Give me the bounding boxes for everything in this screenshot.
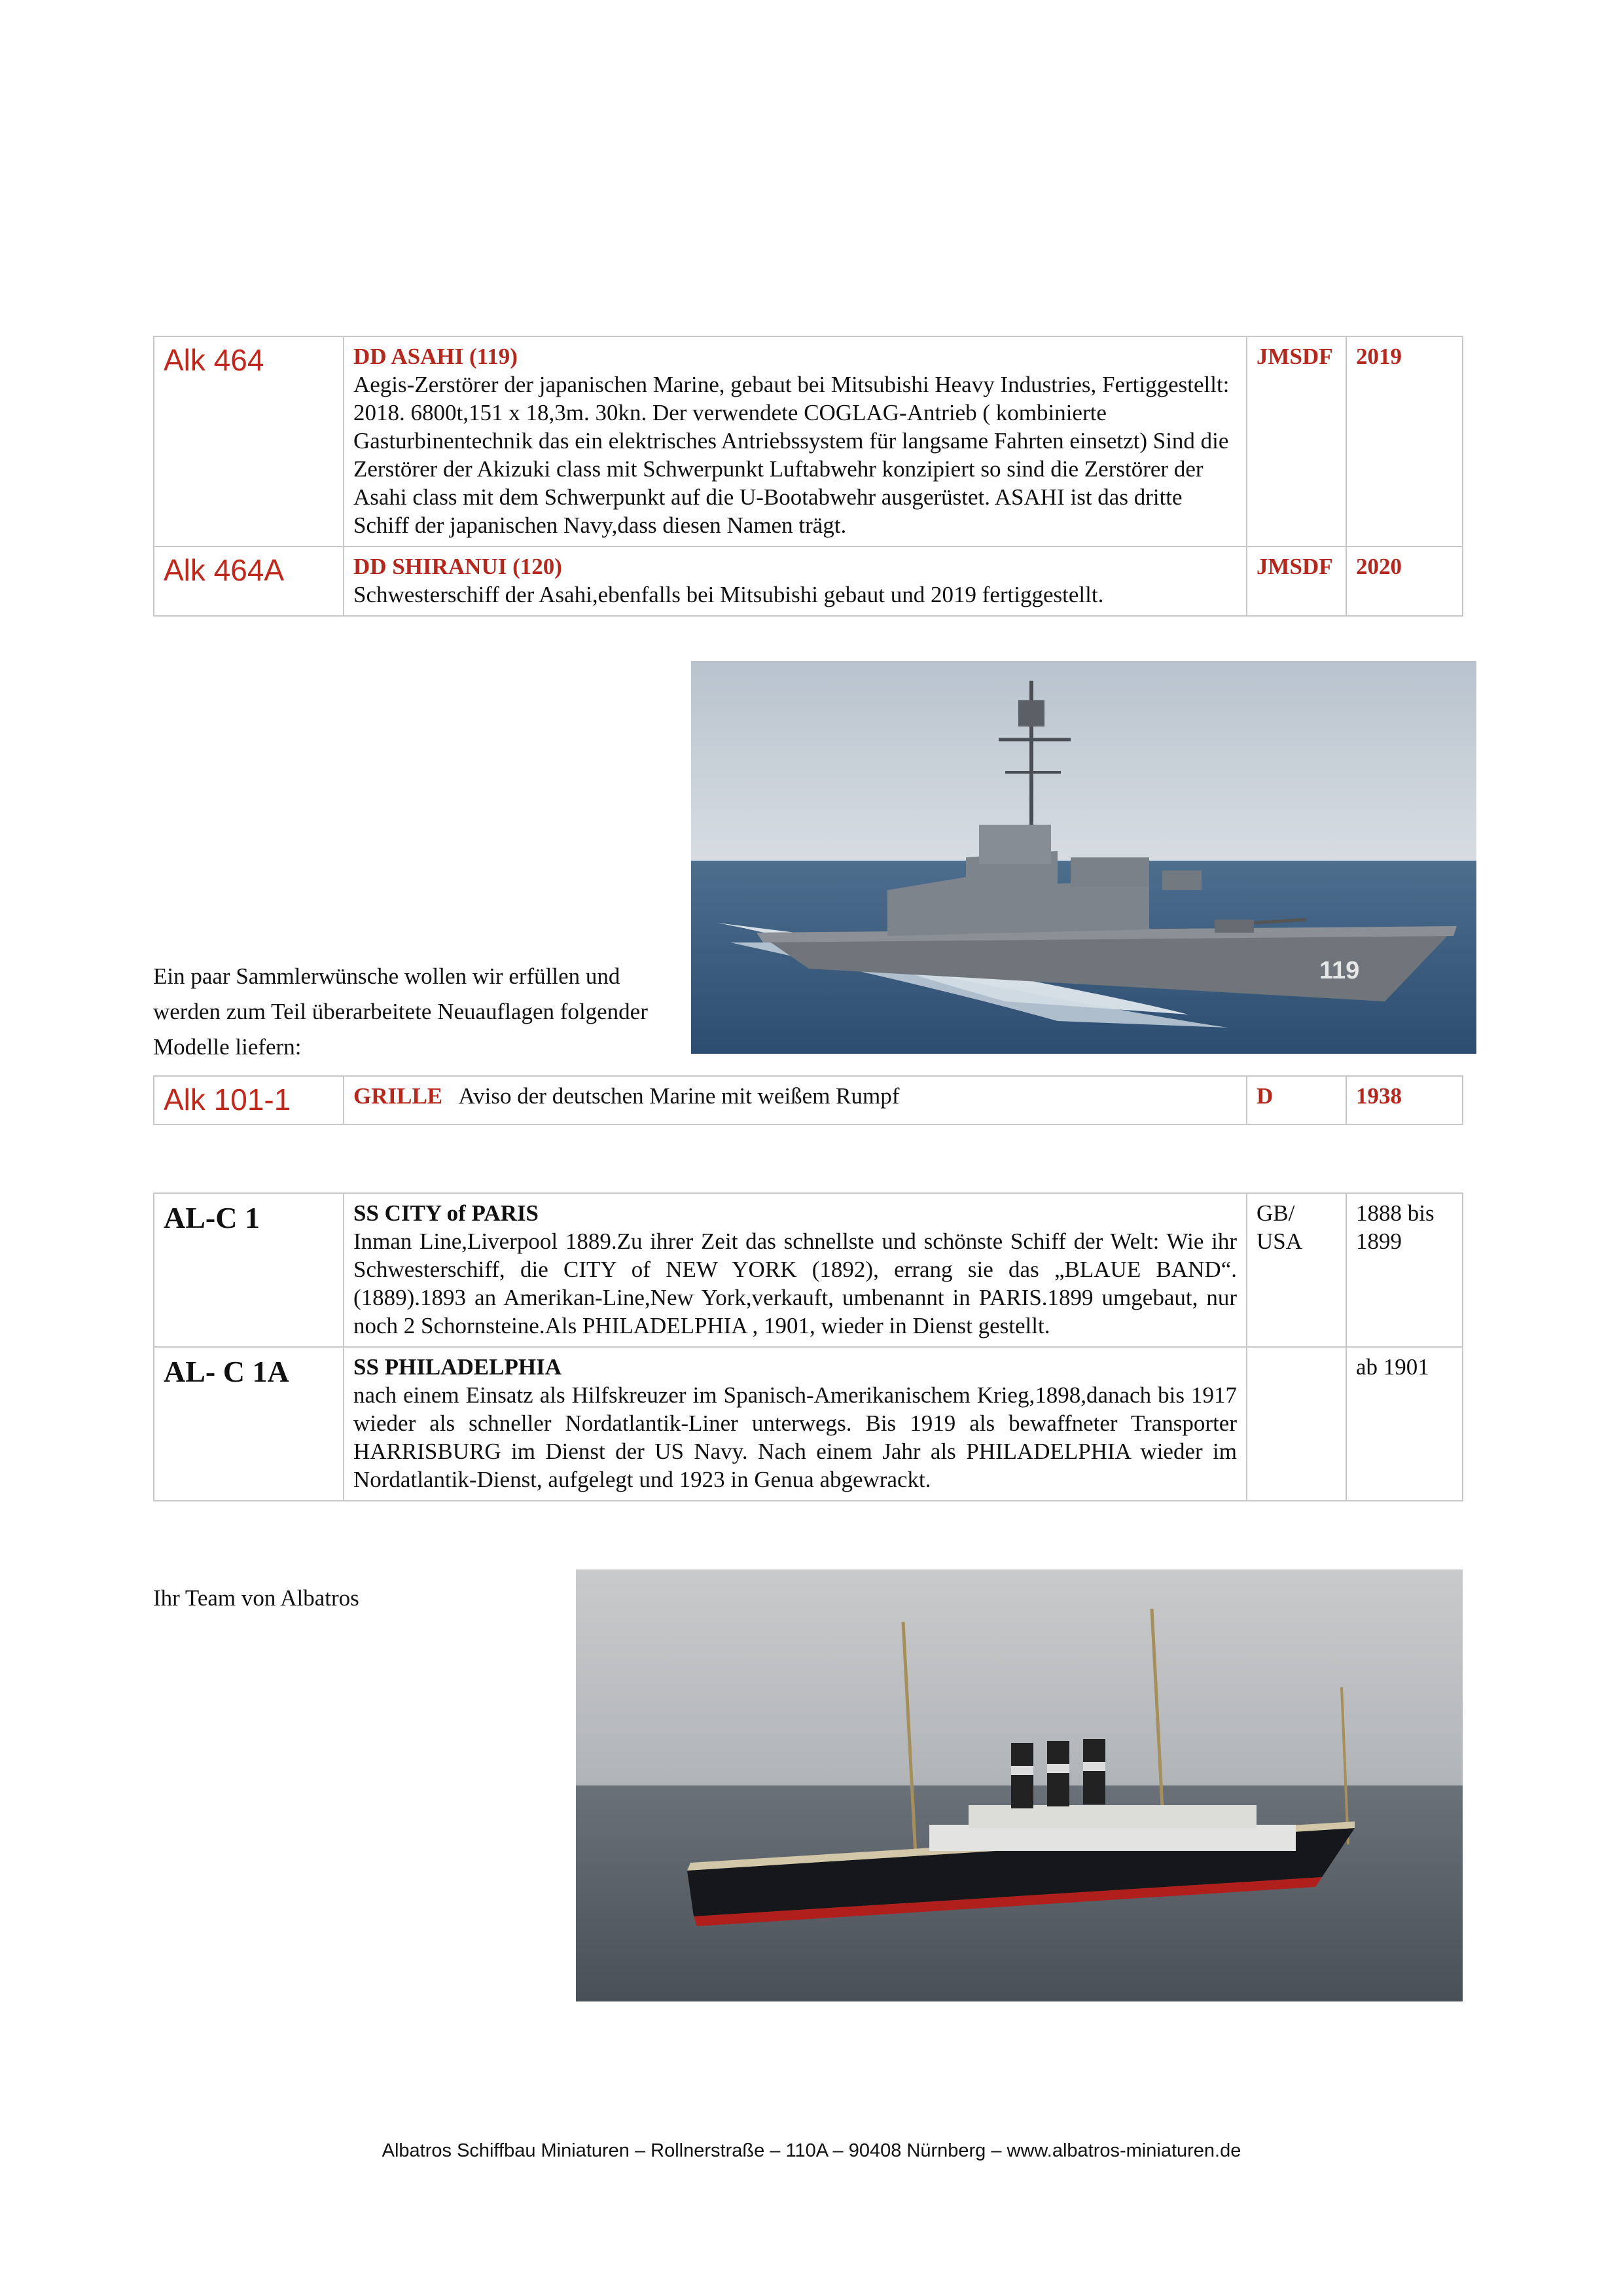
item-details xyxy=(344,336,1247,547)
item-code: Alk 101-1 xyxy=(154,1076,344,1124)
item-description: Schwesterschiff der Asahi,ebenfalls bei Mitsubishi gebaut und 2019 fertiggestellt. xyxy=(353,582,1104,607)
page-footer: Albatros Schiffbau Miniaturen – Rollnerstraße – 110A – 90408 Nürnberg – www.albatros-miniaturen.de xyxy=(382,2140,1241,2161)
item-details xyxy=(344,547,1247,616)
item-year: 2019 xyxy=(1346,336,1463,547)
catalog-table-destroyers xyxy=(153,336,1463,617)
table-row xyxy=(154,336,1463,547)
item-title: SS CITY of PARIS xyxy=(353,1200,539,1226)
item-year: 1938 xyxy=(1346,1076,1463,1124)
item-code: Alk 464 xyxy=(154,336,344,547)
item-country: D xyxy=(1247,1076,1346,1124)
destroyer-photo xyxy=(691,661,1476,1054)
intro-text: Ein paar Sammlerwünsche wollen wir erfüllen und werden zum Teil überarbeitete Neuauflagen folgender Modelle liefern: xyxy=(153,963,648,1060)
item-code: AL- C 1A xyxy=(154,1347,344,1501)
table-row xyxy=(154,1076,1463,1124)
signature: Ihr Team von Albatros xyxy=(153,1585,359,1611)
table-row xyxy=(154,547,1463,616)
item-description: Aviso der deutschen Marine mit weißem Rumpf xyxy=(458,1083,900,1109)
item-title: DD SHIRANUI (120) xyxy=(353,554,562,579)
item-title: GRILLE xyxy=(353,1083,443,1109)
table-row xyxy=(154,1347,1463,1501)
item-details xyxy=(344,1193,1247,1347)
item-title: DD ASAHI (119) xyxy=(353,344,518,369)
item-country: JMSDF xyxy=(1247,547,1346,616)
hull-number-label: 119 xyxy=(1319,957,1360,984)
liner-model-photo xyxy=(576,1570,1463,2001)
item-country: JMSDF xyxy=(1247,336,1346,547)
item-year: 1888 bis 1899 xyxy=(1346,1193,1463,1347)
item-code: AL-C 1 xyxy=(154,1193,344,1347)
item-description: Aegis-Zerstörer der japanischen Marine, gebaut bei Mitsubishi Heavy Industries, Fertiggestellt: 2018. 6800t,151 x 18,3m. 30kn. Der verwendete COGLAG-Antrieb ( kombinierte Gasturbinentechnik das ein elektrisches Antriebssystem für langsame Fahrten einsetzt) Sind die Zerstörer der Akizuki class mit Schwerpunkt Luftabwehr konzipiert so sind die Zerstörer der Asahi class mit dem Schwerpunkt auf die U-Bootabwehr ausgerüstet. ASAHI ist das dritte Schiff der japanischen Navy,dass diesen Namen trägt. xyxy=(353,372,1230,538)
item-title: SS PHILADELPHIA xyxy=(353,1354,562,1380)
item-year: ab 1901 xyxy=(1346,1347,1463,1501)
catalog-table-liners xyxy=(153,1193,1463,1501)
item-details xyxy=(344,1076,1247,1124)
item-description: nach einem Einsatz als Hilfskreuzer im Spanisch-Amerikanischem Krieg,1898,danach bis 1917 wieder als schneller Nordatlantik-Liner unterwegs. Bis 1919 als bewaffneter Transporter HARRISBURG im Dienst der US Navy. Nach einem Jahr als PHILADELPHIA wieder im Nordatlantik-Dienst, aufgelegt und 1923 in Genua abgewrackt. xyxy=(353,1382,1237,1492)
item-year: 2020 xyxy=(1346,547,1463,616)
table-row xyxy=(154,1193,1463,1347)
item-details xyxy=(344,1347,1247,1501)
catalog-table-grille xyxy=(153,1075,1463,1125)
item-country: GB/ USA xyxy=(1247,1193,1346,1347)
item-description: Inman Line,Liverpool 1889.Zu ihrer Zeit das schnellste und schönste Schiff der Welt: Wie ihr Schwesterschiff, die CITY of NEW YORK (1892), errang sie das „BLAUE BAND“. (1889).1893 an Amerikan-Line,New York,verkauft, umbenannt in PARIS.1899 umgebaut, nur noch 2 Schornsteine.Als PHILADELPHIA , 1901, wieder in Dienst gestellt. xyxy=(353,1229,1237,1338)
item-country xyxy=(1247,1347,1346,1501)
item-code: Alk 464A xyxy=(154,547,344,616)
